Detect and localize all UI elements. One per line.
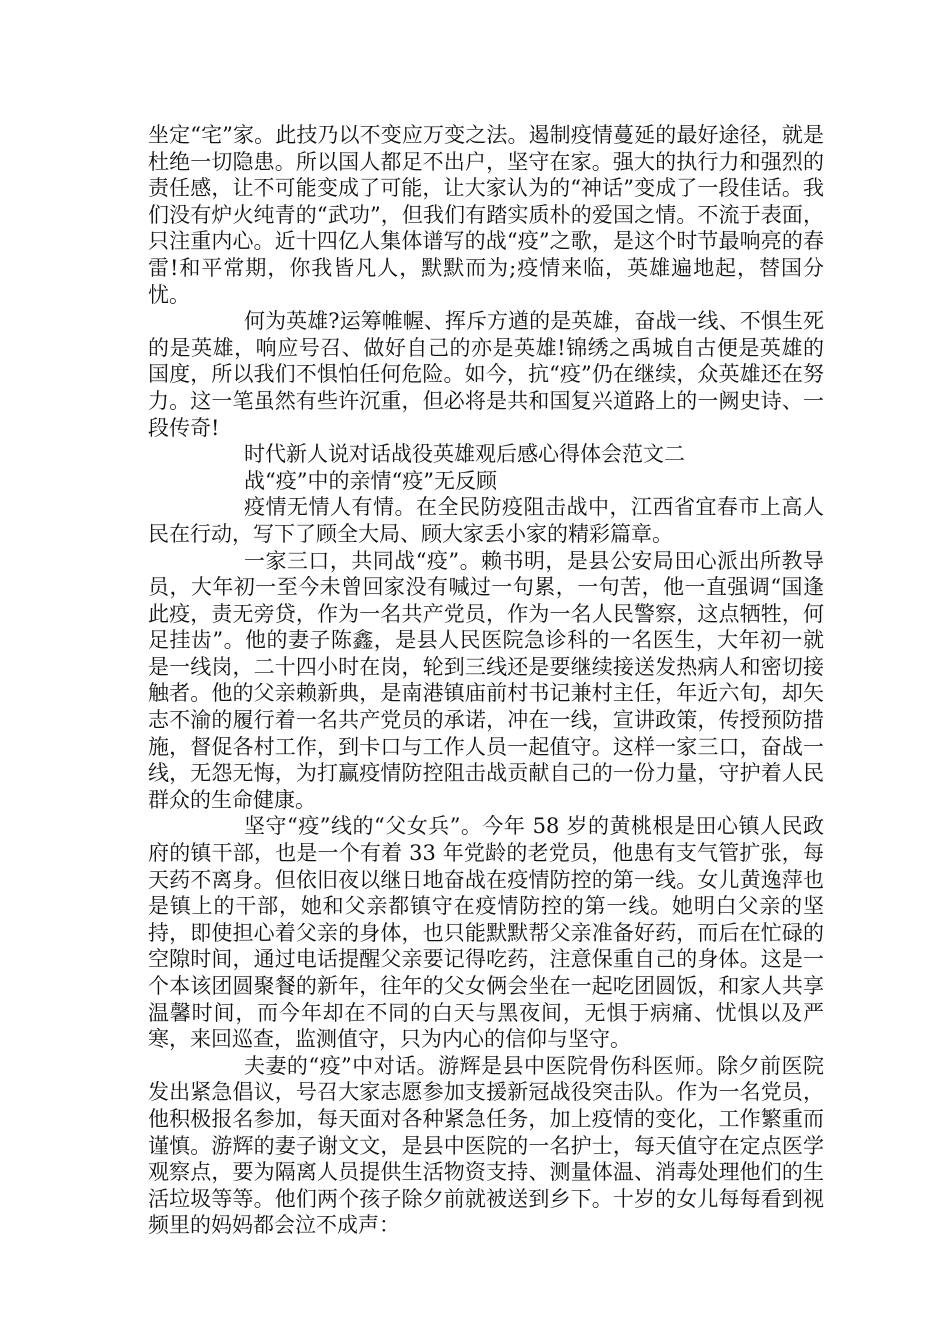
document-body — [148, 122, 824, 1239]
paragraph-1: 坐定“宅”家。此技乃以不变应万变之法。遏制疫情蔓延的最好途径，就是杜绝一切隐患。所以国人都足不出户，坚守在家。强大的执行力和强烈的责任感，让不可能变成了可能，让大家认为的“神话”变成了一段佳话。我们没有炉火纯青的“武功”，但我们有踏实质朴的爱国之情。不流于表面，只注重内心。近十四亿人集体谱写的战“疫”之歌，是这个时节最响亮的春雷!和平常期，你我皆凡人，默默而为;疫情来临，英雄遍地起，替国分忧。 — [148, 123, 824, 307]
paragraph-4: 一家三口，共同战“疫”。赖书明，是县公安局田心派出所教导员，大年初一至今未曾回家没有喊过一句累，一句苦，他一直强调“国逢此疫，责无旁贷，作为一名共产党员，作为一名人民警察，这点牺牲，何足挂齿”。他的妻子陈鑫，是县人民医院急诊科的一名医生，大年初一就是一线岗，二十四小时在岗，轮到三线还是要继续接送发热病人和密切接触者。他的父亲赖新典，是南港镇庙前村书记兼村主任，年近六旬，却矢志不渝的履行着一名共产党员的承诺，冲在一线，宣讲政策，传授预防措施，督促各村工作，到卡口与工作人员一起值守。这样一家三口，奋战一线，无怨无悔，为打赢疫情防控阻击战贡献自己的一份力量，守护着人民群众的生命健康。 — [148, 548, 824, 812]
paragraph-6: 夫妻的“疫”中对话。游辉是县中医院骨伤科医师。除夕前医院发出紧急倡议，号召大家志愿参加支援新冠战役突击队。作为一名党员，他积极报名参加，每天面对各种紧急任务，加上疫情的变化，工作繁重而谨慎。游辉的妻子谢文文，是县中医院的一名护士，每天值守在定点医学观察点，要为隔离人员提供生活物资支持、测量体温、消毒处理他们的生活垃圾等等。他们两个孩子除夕前就被送到乡下。十岁的女儿每每看到视频里的妈妈都会泣不成声： — [148, 1053, 824, 1238]
article-subtitle: 战“疫”中的亲情“疫”无反顾 — [244, 468, 497, 493]
paragraph-5: 坚守“疫”线的“父女兵”。今年 58 岁的黄桃根是田心镇人民政府的镇干部，也是一个有着 33 年党龄的老党员，他患有支气管扩张，每天药不离身。但依旧夜以继日地奋战在疫情防控的第一线。女儿黄逸萍也是镇上的干部，她和父亲都镇守在疫情防控的第一线。她明白父亲的坚持，即使担心着父亲的身体，也只能默默帮父亲准备好药，而后在忙碌的空隙时间，通过电话提醒父亲要记得吃药，注意保重自己的身体。这是一个本该团圆聚餐的新年，往年的父女俩会坐在一起吃团圆饭，和家人共享温馨时间，而今年却在不同的白天与黑夜间，无惧于病痛、忧惧以及严寒，来回巡查，监测值守，只为内心的信仰与坚守。 — [148, 814, 824, 1052]
paragraph-3: 疫情无情人有情。在全民防疫阻击战中，江西省宜春市上高人民在行动，写下了顾全大局、顾大家丢小家的精彩篇章。 — [148, 495, 824, 546]
paragraph-2: 何为英雄?运筹帷幄、挥斥方遒的是英雄，奋战一线、不惧生死的是英雄，响应号召、做好自己的亦是英雄!锦绣之禹城自古便是英雄的国度，所以我们不惧怕任何危险。如今，抗“疫”仍在继续，众英雄还在努力。这一笔虽然有些许沉重，但必将是共和国复兴道路上的一阙史诗、一段传奇! — [148, 309, 824, 440]
article-title: 时代新人说对话战役英雄观后感心得体会范文二 — [244, 442, 685, 467]
